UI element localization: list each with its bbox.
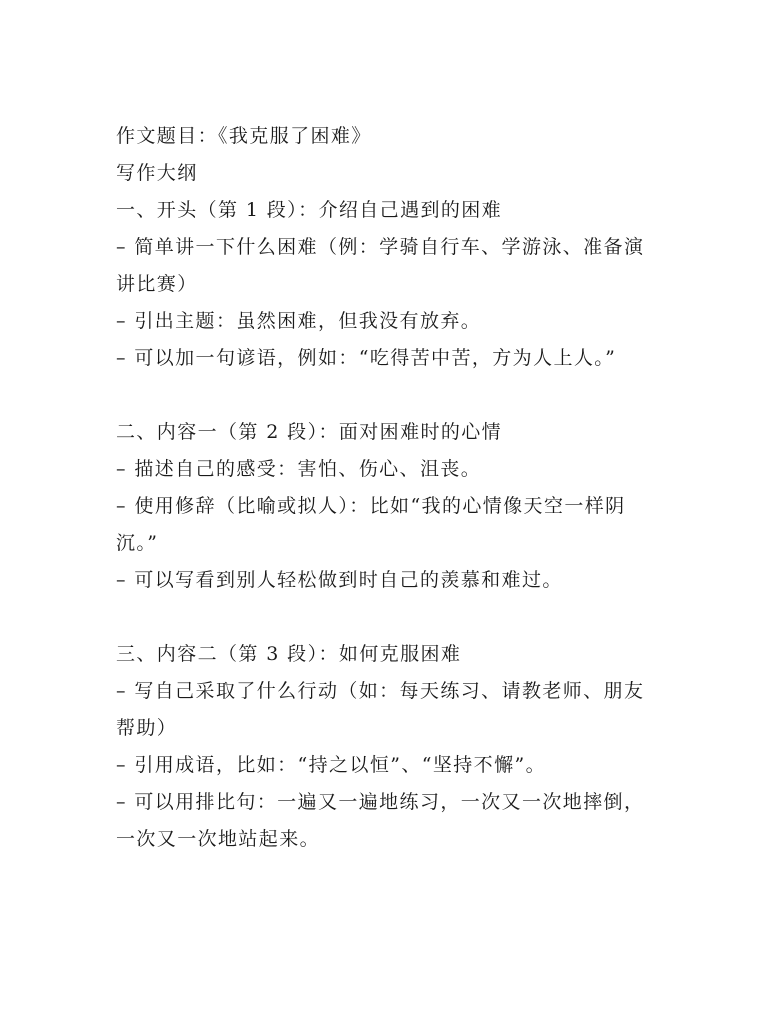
section-heading: 二、内容一（第 2 段）：面对困难时的心情 — [116, 421, 503, 443]
section-3 — [116, 636, 664, 858]
outline-point: – 引用成语，比如：“持之以恒”、“坚持不懈”。 — [116, 754, 546, 776]
section-heading: 三、内容二（第 3 段）：如何克服困难 — [116, 643, 462, 665]
section-heading: 一、开头（第 1 段）：介绍自己遇到的困难 — [116, 199, 503, 221]
outline-point: – 可以用排比句：一遍又一遍地练习，一次又一次地摔倒，一次又一次地站起来。 — [116, 791, 645, 850]
section-spacer — [116, 599, 664, 636]
section-2 — [116, 414, 664, 599]
essay-title: 作文题目：《我克服了困难》 — [116, 125, 372, 147]
outline-point: – 简单讲一下什么困难（例：学骑自行车、学游泳、准备演讲比赛） — [116, 236, 645, 295]
outline-heading: 写作大纲 — [116, 162, 198, 184]
outline-point: – 使用修辞（比喻或拟人）：比如“我的心情像天空一样阴沉。” — [116, 495, 626, 554]
outline-point: – 引出主题：虽然困难，但我没有放弃。 — [116, 310, 482, 332]
outline-point: – 描述自己的感受：害怕、伤心、沮丧。 — [116, 458, 482, 480]
outline-point: – 写自己采取了什么行动（如：每天练习、请教老师、朋友帮助） — [116, 680, 645, 739]
outline-point: – 可以加一句谚语，例如：“吃得苦中苦，方为人上人。” — [116, 347, 617, 369]
outline-point: – 可以写看到别人轻松做到时自己的羡慕和难过。 — [116, 569, 563, 591]
essay-outline — [116, 118, 664, 858]
section-1 — [116, 192, 664, 377]
section-spacer — [116, 377, 664, 414]
